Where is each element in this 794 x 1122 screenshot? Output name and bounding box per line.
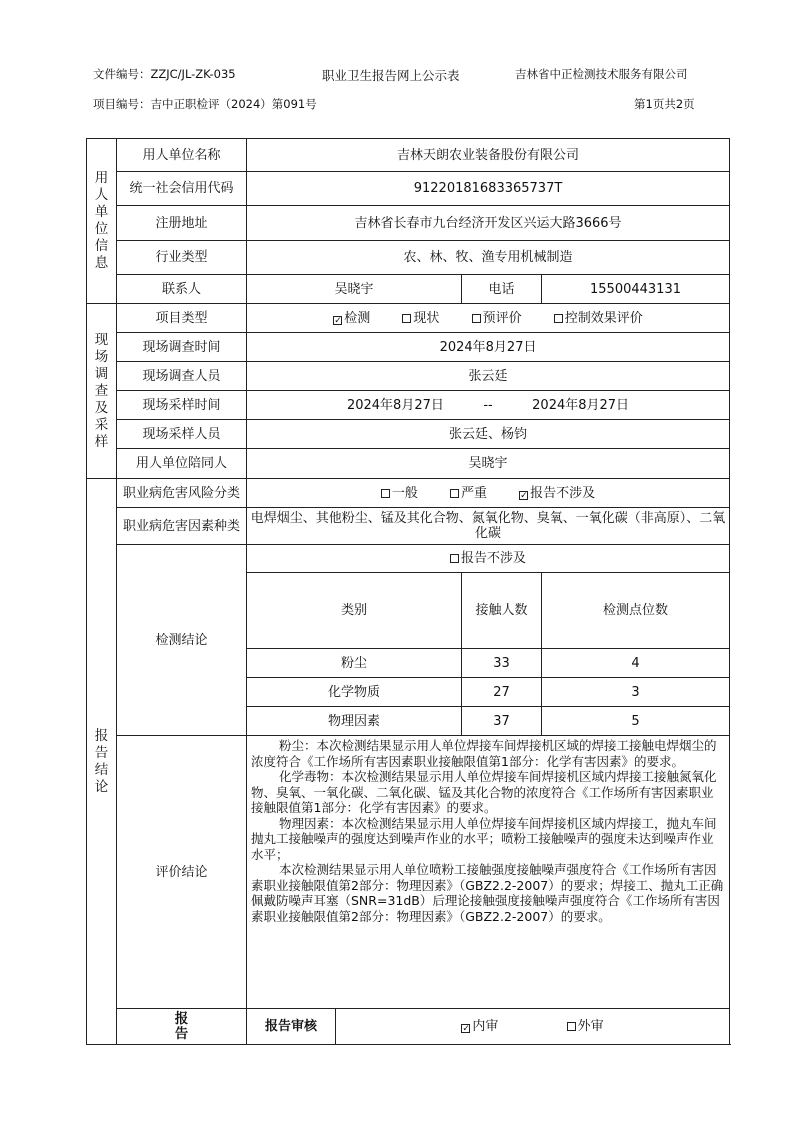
industry-label: 行业类型	[117, 241, 247, 275]
points-cell: 5	[542, 707, 730, 736]
review-label: 报告审核	[247, 1009, 336, 1045]
credit-code: 91220181683365737T	[247, 172, 730, 206]
industry: 农、林、牧、渔专用机械制造	[247, 241, 730, 275]
checkbox-internal-review[interactable]: ✓	[462, 1024, 470, 1034]
checkbox-risk-serious[interactable]	[450, 489, 459, 498]
checkbox-risk-not-involved[interactable]: ✓	[520, 490, 528, 501]
contact-label: 联系人	[117, 275, 247, 304]
page-number: 第1页共2页	[634, 97, 695, 111]
risk-label: 职业病危害风险分类	[117, 479, 247, 508]
checkbox-control-evaluation[interactable]	[554, 314, 563, 323]
column-header: 接触人数	[462, 573, 542, 649]
risk-options	[247, 479, 730, 508]
sampling-staff-label: 现场采样人员	[117, 420, 247, 449]
option-risk-general[interactable]: 一般	[381, 486, 418, 501]
document-title: 职业卫生报告网上公示表	[322, 68, 460, 83]
category-cell: 化学物质	[247, 678, 462, 707]
file-number: 文件编号：ZZJC/JL-ZK-035	[93, 67, 236, 81]
option-status[interactable]: 现状	[402, 311, 439, 326]
option-external-review[interactable]: 外审	[567, 1019, 604, 1034]
survey-staff-label: 现场调查人员	[117, 362, 247, 391]
eval-paragraph-dust: 粉尘：本次检测结果显示用人单位焊接车间焊接机区域的焊接工接触电焊烟尘的浓度符合《工作场所有害因素职业接触限值第1部分：化学有害因素》的要求。	[251, 738, 717, 769]
checkbox-detect-not-involved[interactable]	[450, 554, 459, 563]
checkbox-pre-evaluation[interactable]	[472, 314, 481, 323]
checkbox-status[interactable]	[402, 314, 411, 323]
category-cell: 物理因素	[247, 707, 462, 736]
exposed-cell: 27	[462, 678, 542, 707]
survey-staff: 张云廷	[247, 362, 730, 391]
checkbox-external-review[interactable]	[567, 1022, 576, 1031]
sampling-end: 2024年8月27日	[532, 397, 630, 413]
unit-name-label: 用人单位名称	[117, 139, 247, 172]
option-control-evaluation[interactable]: 控制效果评价	[554, 311, 643, 326]
detect-not-involved	[247, 545, 730, 573]
factor-label: 职业病危害因素种类	[117, 508, 247, 545]
exposed-cell: 33	[462, 649, 542, 678]
category-cell: 粉尘	[247, 649, 462, 678]
phone-number: 15500443131	[542, 275, 730, 304]
eval-paragraph-physical: 物理因素：本次检测结果显示用人单位焊接车间焊接机区域内焊接工，抛丸车间抛丸工接触噪声的强度达到噪声作业的水平；喷粉工接触噪声的强度未达到噪声作业水平；	[251, 815, 717, 862]
exposed-cell: 37	[462, 707, 542, 736]
company-name: 吉林省中正检测技术服务有限公司	[515, 67, 688, 81]
column-header: 类别	[247, 573, 462, 649]
eval-text	[247, 736, 730, 1009]
option-internal-review[interactable]: ✓ 内审	[462, 1019, 499, 1034]
checkbox-risk-general[interactable]	[381, 489, 390, 498]
project-type-options	[247, 304, 730, 333]
address-label: 注册地址	[117, 206, 247, 241]
credit-code-label: 统一社会信用代码	[117, 172, 247, 206]
survey-time: 2024年8月27日	[247, 333, 730, 362]
eval-paragraph-noise: 本次检测结果显示用人单位喷粉工接触强度接触噪声强度符合《工作场所有害因素职业接触限值第2部分：物理因素》（GBZ2.2-2007）的要求；焊接工、抛丸工正确佩戴防噪声耳塞（SNR=31dB）后理论接触强度接触噪声强度符合《工作场所有害因素职业接触限值第2部分：物理因素》（GBZ2.2-2007）的要求。	[251, 862, 724, 924]
section-conclusion: 报告结论	[94, 727, 109, 795]
companion: 吴晓宇	[247, 449, 730, 479]
sampling-time	[247, 391, 730, 420]
checkbox-detection[interactable]: ✓	[334, 315, 342, 326]
contact-name: 吴晓宇	[247, 275, 462, 304]
disclosure-table	[86, 138, 730, 1045]
option-risk-not-involved[interactable]: ✓ 报告不涉及	[520, 485, 596, 501]
eval-paragraph-chemical: 化学毒物：本次检测结果显示用人单位焊接车间焊接机区域内焊接工接触氮氧化物、臭氧、一氧化碳、二氧化碳、锰及其化合物的浓度符合《工作场所有害因素职业接触限值第1部分：化学有害因素》的要求。	[251, 769, 717, 815]
option-detect-not-involved[interactable]: 报告不涉及	[450, 551, 526, 566]
factor-list: 电焊烟尘、其他粉尘、锰及其化合物、氮氧化物、臭氧、一氧化碳（非高原）、二氧化碳	[247, 508, 730, 545]
option-detection[interactable]: ✓ 检测	[334, 310, 371, 326]
detect-label: 检测结论	[117, 545, 247, 736]
points-cell: 4	[542, 649, 730, 678]
option-risk-serious[interactable]: 严重	[450, 486, 487, 501]
option-pre-evaluation[interactable]: 预评价	[472, 311, 522, 326]
companion-label: 用人单位陪同人	[117, 449, 247, 479]
points-cell: 3	[542, 678, 730, 707]
unit-name: 吉林天朗农业装备股份有限公司	[247, 139, 730, 172]
project-number: 项目编号：吉中正职检评（2024）第091号	[93, 97, 317, 111]
phone-label: 电话	[462, 275, 542, 304]
sampling-staff: 张云廷、杨钧	[247, 420, 730, 449]
section-review: 报告	[174, 1010, 189, 1042]
section-survey: 现场调查及采样	[94, 331, 109, 450]
section-unit-info: 用人单位信息	[94, 170, 109, 271]
sampling-separator: --	[483, 397, 493, 413]
address: 吉林省长春市九台经济开发区兴运大路3666号	[247, 206, 730, 241]
sampling-start: 2024年8月27日	[346, 397, 444, 413]
sampling-time-label: 现场采样时间	[117, 391, 247, 420]
review-options	[336, 1009, 730, 1045]
eval-label: 评价结论	[117, 736, 247, 1009]
project-type-label: 项目类型	[117, 304, 247, 333]
column-header: 检测点位数	[542, 573, 730, 649]
survey-time-label: 现场调查时间	[117, 333, 247, 362]
